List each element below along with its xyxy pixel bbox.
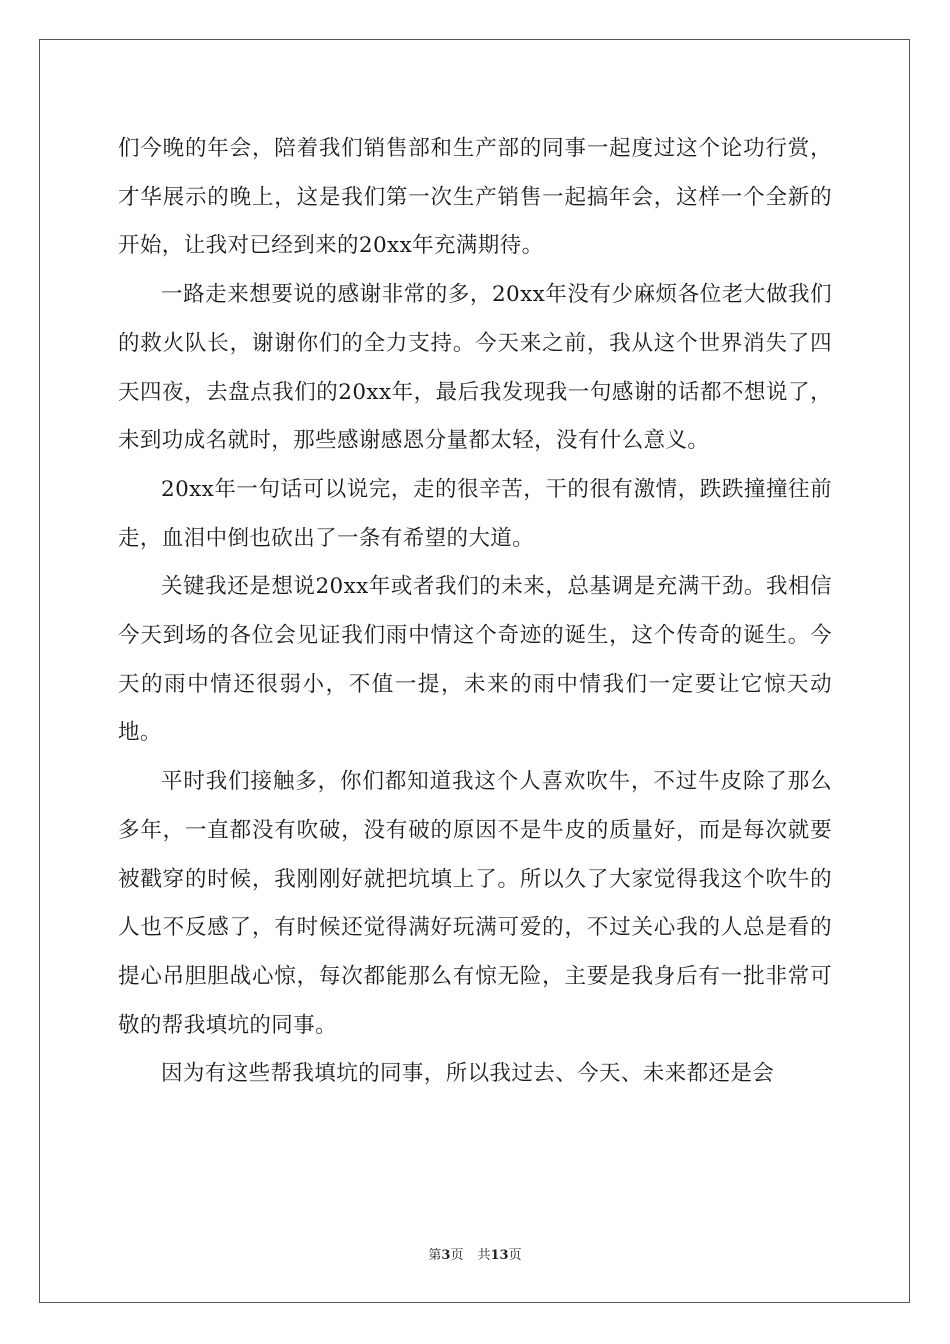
paragraph-6: 因为有这些帮我填坑的同事，所以我过去、今天、未来都还是会 <box>161 1061 775 1087</box>
page-number-prefix: 第 <box>428 1248 442 1263</box>
paragraph-3: 20xx年一句话可以说完，走的很辛苦，干的很有激情，跌跌撞撞往前走，血泪中倒也砍出了一条有希望的大道。 <box>118 476 832 551</box>
paragraph-2: 一路走来想要说的感谢非常的多，20xx年没有少麻烦各位老大做我们的救火队长，谢谢你们的全力支持。今天来之前，我从这个世界消失了四天四夜，去盘点我们的20xx年，最后我发现我一句感谢的话都不想说了，未到功成名就时，那些感谢感恩分量都太轻，没有什么意义。 <box>118 282 832 454</box>
page-total-prefix: 共 <box>477 1248 491 1263</box>
paragraph-1: 们今晚的年会，陪着我们销售部和生产部的同事一起度过这个论功行赏，才华展示的晚上，这是我们第一次生产销售一起搞年会，这样一个全新的开始，让我对已经到来的20xx年充满期待。 <box>118 136 832 259</box>
page-number-suffix: 页 <box>450 1248 464 1263</box>
paragraph-4: 关键我还是想说20xx年或者我们的未来，总基调是充满干劲。我相信今天到场的各位会见证我们雨中情这个奇迹的诞生，这个传奇的诞生。今天的雨中情还很弱小，不值一提，未来的雨中情我们一定要让它惊天动地。 <box>118 574 832 746</box>
page-footer <box>0 1247 950 1265</box>
paragraph-5: 平时我们接触多，你们都知道我这个人喜欢吹牛，不过牛皮除了那么多年，一直都没有吹破，没有破的原因不是牛皮的质量好，而是每次就要被戳穿的时候，我刚刚好就把坑填上了。所以久了大家觉得我这个吹牛的人也不反感了，有时候还觉得满好玩满可爱的，不过关心我的人总是看的提心吊胆胆战心惊，每次都能那么有惊无险，主要是我身后有一批非常可敬的帮我填坑的同事。 <box>118 769 832 1038</box>
document-body <box>118 125 832 1099</box>
page-number-current: 3 <box>441 1248 451 1263</box>
page-total-suffix: 页 <box>508 1248 522 1263</box>
page-total-count: 13 <box>490 1248 509 1263</box>
